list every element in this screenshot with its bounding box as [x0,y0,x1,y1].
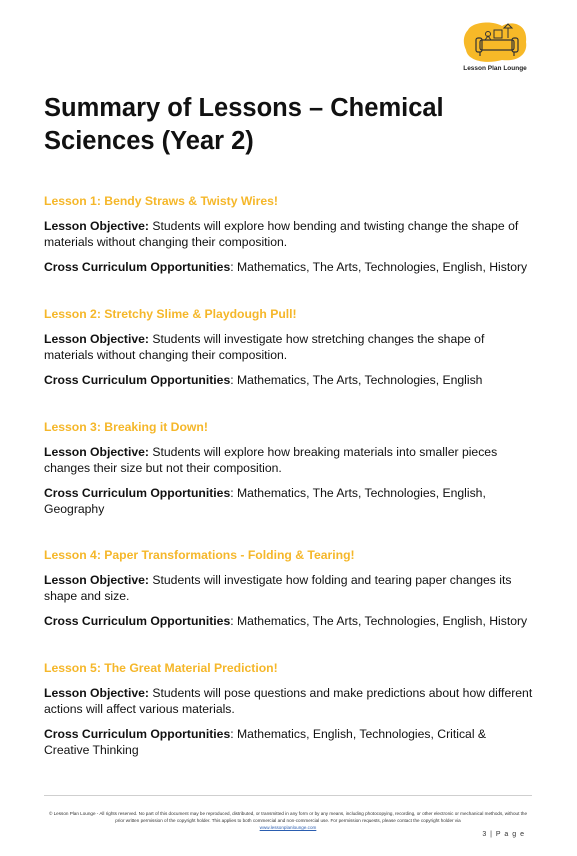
lesson-block [44,420,534,526]
lesson-cross-curriculum [44,485,534,517]
lesson-cross-curriculum [44,372,534,388]
objective-text: Students will pose questions and make predictions about how different actions will affect various materials. [44,686,533,716]
lesson-objective [44,218,534,250]
logo-text: Lesson Plan Lounge [463,65,527,72]
cross-label: Cross Curriculum Opportunities [44,373,231,387]
objective-label: Lesson Objective: [44,219,149,233]
page-number: 3 | P a g e [482,831,525,838]
lesson-objective [44,685,534,717]
cross-text: : Mathematics, The Arts, Technologies, English, Geography [44,486,486,516]
cross-label: Cross Curriculum Opportunities [44,486,231,500]
lesson-cross-curriculum [44,726,534,758]
lesson-block [44,307,534,397]
objective-label: Lesson Objective: [44,686,149,700]
lesson-cross-curriculum [44,613,534,629]
footer-copyright [44,810,532,831]
couch-logo-icon [458,20,532,66]
objective-text: Students will investigate how folding and tearing paper changes its shape and size. [44,573,512,603]
objective-text: Students will explore how breaking materials into smaller pieces changes their size but not their composition. [44,445,498,475]
lesson-block [44,548,534,638]
page-title: Summary of Lessons – Chemical Sciences (Year 2) [44,94,444,155]
lesson-objective [44,572,534,604]
brand-logo [458,20,532,76]
objective-text: Students will investigate how stretching changes the shape of materials without changing their composition. [44,332,485,362]
lesson-title: Lesson 4: Paper Transformations - Folding & Tearing! [44,548,355,562]
objective-label: Lesson Objective: [44,445,149,459]
objective-text: Students will explore how bending and twisting change the shape of materials without changing their composition. [44,219,519,249]
lesson-objective [44,444,534,476]
footer-divider [44,795,532,796]
lesson-title: Lesson 3: Breaking it Down! [44,420,208,434]
objective-label: Lesson Objective: [44,573,149,587]
cross-label: Cross Curriculum Opportunities [44,727,231,741]
cross-label: Cross Curriculum Opportunities [44,614,231,628]
footer-link[interactable]: www.lessonplanlounge.com [259,825,317,830]
lesson-title: Lesson 2: Stretchy Slime & Playdough Pull! [44,307,297,321]
lesson-title: Lesson 5: The Great Material Prediction! [44,661,278,675]
lesson-title: Lesson 1: Bendy Straws & Twisty Wires! [44,194,278,208]
objective-label: Lesson Objective: [44,332,149,346]
lesson-objective [44,331,534,363]
cross-text: : Mathematics, English, Technologies, Critical & Creative Thinking [44,727,487,757]
cross-label: Cross Curriculum Opportunities [44,260,231,274]
lesson-block [44,194,534,284]
lesson-cross-curriculum [44,259,534,275]
cross-text: : Mathematics, The Arts, Technologies, English [230,373,483,387]
copyright-text: © Lesson Plan Lounge - All rights reserved. No part of this document may be reproduced, distributed, or transmitted in any form or by any means, including photocopying, recording, or other electronic or mechanical methods, without the prior written permission of the copyright holder. This applies to both commercial and non-commercial use. For permission requests, please contact the copyright holder via [48,811,528,823]
cross-text: : Mathematics, The Arts, Technologies, English, History [230,614,528,628]
cross-text: : Mathematics, The Arts, Technologies, English, History [230,260,528,274]
lesson-block [44,661,534,767]
